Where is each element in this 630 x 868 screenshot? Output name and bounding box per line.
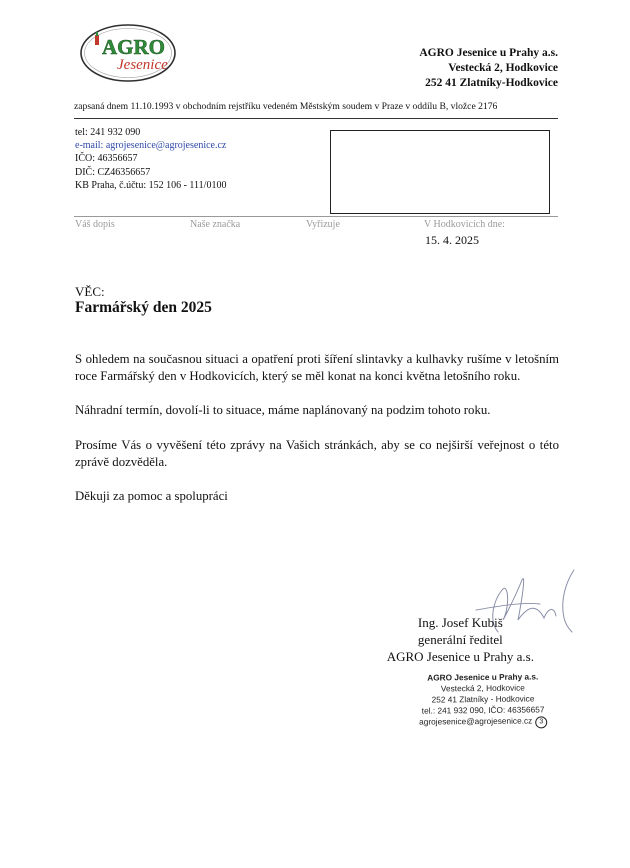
ref-vas-dopis-label: Váš dopis [75, 219, 115, 230]
svg-text:AGRO: AGRO [102, 35, 165, 59]
body-paragraph-2: Náhradní termín, dovolí-li to situace, máme naplánovaný na podzim tohoto roku. [75, 403, 491, 418]
company-stamp [418, 671, 549, 729]
subject-title: Farmářský den 2025 [75, 299, 212, 316]
subject-label: VĚC: [75, 284, 105, 299]
stamp-email-line [418, 715, 548, 729]
contact-tel: tel: 241 932 090 [75, 127, 141, 138]
contact-email[interactable]: e-mail: agrojesenice@agrojesenice.cz [75, 140, 227, 152]
letter-body [75, 351, 559, 522]
registration-line: zapsaná dnem 11.10.1993 v obchodním rejstříku vedeném Městským soudem v Praze v oddílu B, vložce 2176 [74, 101, 498, 112]
stamp-email: agrojesenice@agrojesenice.cz [419, 715, 533, 727]
signatory-title: generální ředitel [417, 632, 503, 647]
company-logo [78, 22, 178, 84]
reference-divider [74, 216, 558, 217]
contact-bank: KB Praha, č.účtu: 152 106 - 111/0100 [75, 179, 227, 191]
letter-date: 15. 4. 2025 [425, 233, 479, 247]
stamp-number: 3 [535, 716, 547, 728]
ref-nase-znacka-label: Naše značka [190, 219, 241, 230]
company-city: 252 41 Zlatníky-Hodkovice [425, 77, 558, 89]
ref-date-label: V Hodkovicích dne: [424, 219, 505, 230]
stamp-city: 252 41 Zlatníky - Hodkovice [431, 693, 535, 705]
signatory-company: AGRO Jesenice u Prahy a.s. [386, 649, 534, 664]
svg-text:Jesenice: Jesenice [117, 57, 168, 73]
contact-dic: DIČ: CZ46356657 [75, 166, 151, 178]
header-divider [74, 118, 558, 119]
stamp-company-name: AGRO Jesenice u Prahy a.s. [427, 671, 539, 683]
stamp-tel: tel.: 241 932 090, IČO: 46356657 [421, 704, 545, 716]
company-address-header [419, 46, 558, 91]
contact-block [75, 126, 226, 192]
stamp-street: Vestecká 2, Hodkovice [440, 682, 525, 694]
company-street: Vestecká 2, Hodkovice [448, 62, 558, 74]
ref-vyrizuje-label: Vyřizuje [306, 219, 340, 230]
recipient-address-box [330, 130, 550, 214]
body-paragraph-4: Děkuji za pomoc a spolupráci [75, 489, 228, 504]
signatory-name: Ing. Josef Kubiš [417, 615, 503, 630]
body-paragraph-1: S ohledem na současnou situaci a opatření proti šíření slintavky a kulhavky rušíme v letošním roce Farmářský den v Hodkovicích, který se měl konat na konci května letošního roku. [75, 352, 559, 384]
body-paragraph-3: Prosíme Vás o vyvěšení této zprávy na Vašich stránkách, aby se co nejširší veřejnost o této zprávě dozvěděla. [75, 437, 559, 469]
signature-block [387, 614, 534, 665]
contact-ico: IČO: 46356657 [75, 153, 138, 165]
company-name: AGRO Jesenice u Prahy a.s. [419, 47, 558, 59]
